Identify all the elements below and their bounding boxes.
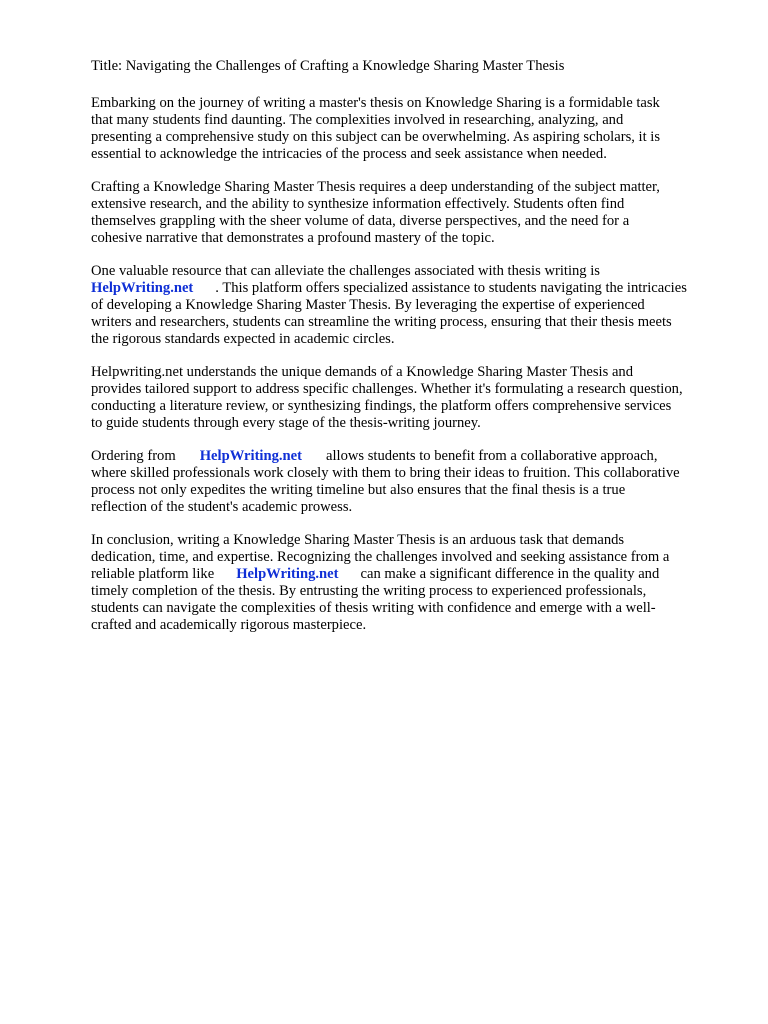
paragraph-line-text: allows students to benefit from a collaborative approach,	[326, 448, 658, 464]
helpwriting-link[interactable]: HelpWriting.net	[91, 280, 194, 296]
paragraph-line: provides tailored support to address specific challenges. Whether it's formulating a research question,	[91, 381, 683, 397]
paragraph-intro	[91, 95, 731, 163]
paragraph-line: process not only expedites the writing timeline but also ensures that the final thesis is a true	[91, 482, 626, 498]
document-body	[91, 58, 731, 650]
paragraph-line: of developing a Knowledge Sharing Master Thesis. By leveraging the expertise of experienced	[91, 297, 645, 313]
paragraph-line: Helpwriting.net understands the unique demands of a Knowledge Sharing Master Thesis and	[91, 364, 634, 380]
paragraph-ordering	[91, 448, 731, 516]
paragraph-line-text: reliable platform like	[91, 566, 215, 582]
paragraph-line: writers and researchers, students can streamline the writing process, ensuring that their thesis meets	[91, 314, 672, 330]
paragraph-line: Embarking on the journey of writing a master's thesis on Knowledge Sharing is a formidable task	[91, 95, 660, 111]
paragraph-requirements	[91, 179, 731, 247]
paragraph-line: conducting a literature review, or synthesizing findings, the platform offers comprehensive services	[91, 398, 672, 414]
paragraph-line: students can navigate the complexities of thesis writing with confidence and emerge with a well-	[91, 600, 656, 616]
paragraph-line-with-link	[91, 280, 731, 297]
paragraph-line: the rigorous standards expected in academic circles.	[91, 331, 395, 347]
paragraph-line: presenting a comprehensive study on this subject can be overwhelming. As aspiring scholars, it is	[91, 129, 661, 145]
paragraph-line: where skilled professionals work closely with them to bring their ideas to fruition. This collaborative	[91, 465, 680, 481]
paragraph-line: to guide students through every stage of the thesis-writing journey.	[91, 415, 481, 431]
paragraph-line: crafted and academically rigorous masterpiece.	[91, 617, 367, 633]
paragraph-line: themselves grappling with the sheer volume of data, diverse perspectives, and the need for a	[91, 213, 630, 229]
paragraph-support	[91, 364, 731, 432]
paragraph-line: In conclusion, writing a Knowledge Sharing Master Thesis is an arduous task that demands	[91, 532, 625, 548]
paragraph-line: reflection of the student's academic prowess.	[91, 499, 353, 515]
helpwriting-link[interactable]: HelpWriting.net	[199, 448, 302, 464]
paragraph-line: extensive research, and the ability to synthesize information effectively. Students often find	[91, 196, 625, 212]
paragraph-line-text: can make a significant difference in the quality and	[360, 566, 660, 582]
paragraph-line: cohesive narrative that demonstrates a profound mastery of the topic.	[91, 230, 495, 246]
paragraph-line: One valuable resource that can alleviate the challenges associated with thesis writing is	[91, 263, 600, 279]
paragraph-line: timely completion of the thesis. By entrusting the writing process to experienced professionals,	[91, 583, 647, 599]
paragraph-line-text: Ordering from	[91, 448, 176, 464]
paragraph-resource	[91, 263, 731, 348]
paragraph-line: dedication, time, and expertise. Recognizing the challenges involved and seeking assistance from a	[91, 549, 670, 565]
paragraph-line: essential to acknowledge the intricacies of the process and seek assistance when needed.	[91, 146, 607, 162]
paragraph-line-text: . This platform offers specialized assistance to students navigating the intricacies	[215, 280, 687, 296]
paragraph-line-with-link	[91, 566, 731, 583]
document-title: Title: Navigating the Challenges of Crafting a Knowledge Sharing Master Thesis	[91, 58, 565, 74]
paragraph-conclusion	[91, 532, 731, 634]
paragraph-line: Crafting a Knowledge Sharing Master Thesis requires a deep understanding of the subject matter,	[91, 179, 660, 195]
helpwriting-link[interactable]: HelpWriting.net	[236, 566, 339, 582]
paragraph-line-with-link	[91, 448, 731, 465]
paragraph-line: that many students find daunting. The complexities involved in researching, analyzing, and	[91, 112, 624, 128]
